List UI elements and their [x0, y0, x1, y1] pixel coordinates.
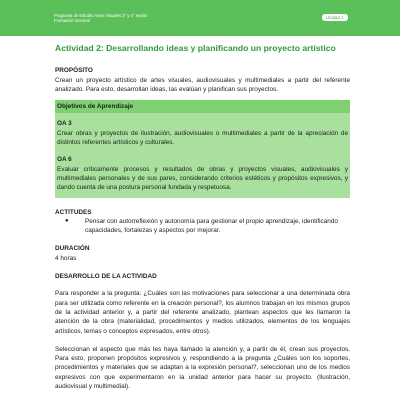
oa-code: OA 3 — [57, 120, 72, 128]
oa-code: OA 6 — [57, 156, 72, 164]
bullet-icon: ● — [65, 217, 69, 224]
activity-title: Actividad 2: Desarrollando ideas y planificando un proyecto artístico — [55, 43, 336, 53]
desarrollo-paragraph: Para responder a la pregunta: ¿Cuáles son las motivaciones para seleccionar a una determinada obra para ser utilizada como referente en la creación personal?, los alumnos trabajan en los mismos grupos de la actividad anterior y, a partir del referente analizado, plantean aspectos que les llamaron la atención de la obra (materialidad, procedimientos y medios utilizados, elementos de los lenguajes artísticos, temas o conceptos expresados, entre otros). — [55, 290, 350, 335]
duracion-text: 4 horas — [55, 254, 77, 262]
actitud-text: Pensar con autorreflexión y autonomía para gestionar el propio aprendizaje, identificando capacidades, fortalezas y aspectos por mejorar. — [85, 217, 338, 235]
program-subtitle: Formación General — [54, 18, 90, 24]
objetivos-box — [55, 100, 350, 197]
proposito-text: Crean un proyecto artístico de artes visuales, audiovisuales y multimediales a partir del referente analizado. Para esto, desarrollan ideas, las evalúan y planifican sus proyectos. — [55, 76, 350, 93]
desarrollo-paragraph: Seleccionan el aspecto que más les haya llamado la atención y, a partir de él, crean sus proyectos. Para esto, proponen propósitos expresivos y, respondiendo a la pregunta ¿Cuáles son los soportes, procedimientos y materiales que se adaptan a la expresión personal?, seleccionan uno de los medios expresivos con que experimentaron en la unidad anterior para hacer su proyecto. (Ilustración, audiovisual y multimedial). — [55, 345, 350, 391]
oa-text: Crear obras y proyectos de ilustración, audiovisuales o multimediales a partir de la apreciación de distintos referentes artísticos y culturales. — [57, 129, 348, 147]
oa-text: Evaluar críticamente procesos y resultados de obras y proyectos visuales, audiovisuales y multimediales personales y de sus pares, considerando criterios estéticos y propósitos expresivos, y dando cuenta de una postura personal fundada y respetuosa. — [57, 165, 348, 192]
objetivos-heading: Objetivos de Aprendizaje — [55, 100, 350, 113]
desarrollo-heading: DESARROLLO DE LA ACTIVIDAD — [55, 273, 157, 281]
duracion-heading: DURACIÓN — [55, 245, 90, 253]
proposito-heading: PROPÓSITO — [55, 67, 93, 75]
list-item — [55, 217, 350, 236]
document-body — [55, 44, 350, 391]
actitudes-list — [55, 217, 350, 236]
program-info — [54, 13, 147, 24]
actitudes-heading: ACTITUDES — [55, 208, 92, 216]
program-title: Programa de Estudio Artes Visuales 3° y 4° medio — [54, 13, 148, 18]
unit-badge: Unidad 1 — [322, 14, 348, 21]
